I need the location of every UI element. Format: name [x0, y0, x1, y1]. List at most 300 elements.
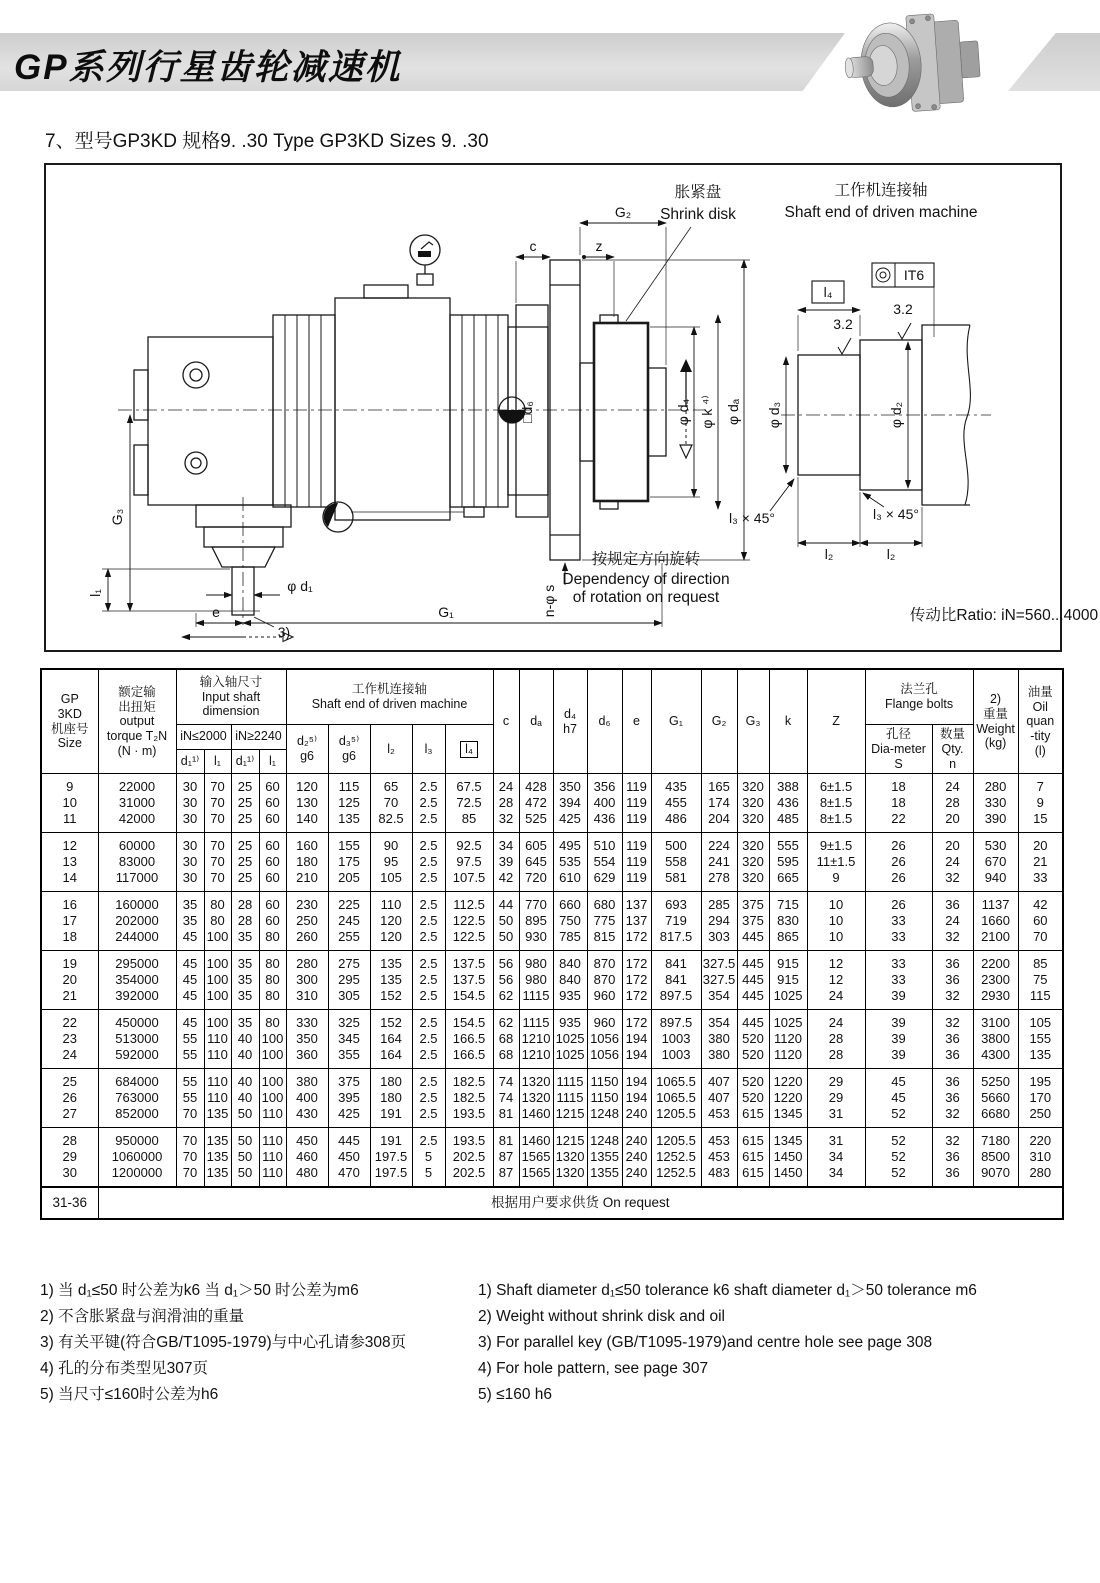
table-cell: 83000: [98, 854, 176, 870]
table-cell: 1320: [519, 1069, 553, 1091]
table-cell: 202.5: [445, 1149, 493, 1165]
col-header-weight: 2) 重量 Weight (kg): [973, 669, 1018, 774]
table-cell: 1056: [587, 1047, 622, 1069]
table-cell: 645: [519, 854, 553, 870]
table-cell: 33: [1018, 870, 1063, 892]
table-row: [41, 1165, 1063, 1187]
table-cell: 70: [204, 795, 231, 811]
table-cell: 70: [1018, 929, 1063, 951]
table-cell: 1137: [973, 892, 1018, 914]
dim-label-d6: □d₆: [519, 401, 535, 423]
shrink-disk-label-en: Shrink disk: [660, 206, 736, 223]
table-cell: 160000: [98, 892, 176, 914]
table-cell: 40: [231, 1031, 259, 1047]
table-cell: 117000: [98, 870, 176, 892]
table-cell: 60: [259, 892, 286, 914]
table-cell: 72.5: [445, 795, 493, 811]
table-cell: 407: [701, 1090, 737, 1106]
table-cell: 39: [865, 1010, 932, 1032]
table-cell: 55: [176, 1069, 204, 1091]
table-cell: 25: [231, 774, 259, 796]
table-cell: 915: [769, 951, 807, 973]
roughness-label-left: 3.2: [833, 316, 853, 332]
table-cell: 1025: [769, 988, 807, 1010]
table-cell: 2.5: [412, 1090, 445, 1106]
table-cell: 310: [286, 988, 328, 1010]
col-header-d1-low: d₁¹⁾: [176, 749, 204, 774]
table-cell: 10: [807, 929, 865, 951]
table-cell: 182.5: [445, 1090, 493, 1106]
table-cell: 275: [328, 951, 370, 973]
table-cell: 460: [286, 1149, 328, 1165]
table-cell: 87: [493, 1165, 519, 1187]
table-cell: 285: [701, 892, 737, 914]
table-cell: 495: [553, 833, 587, 855]
table-cell: 445: [737, 1010, 769, 1032]
table-cell: 380: [701, 1031, 737, 1047]
footnote-cn-4: 4) 孔的分布类型见307页: [40, 1360, 208, 1377]
table-cell: 24: [932, 913, 973, 929]
table-cell: 241: [701, 854, 737, 870]
table-cell: 22: [41, 1010, 98, 1032]
table-cell: 2.5: [412, 1106, 445, 1128]
table-cell: 2.5: [412, 892, 445, 914]
table-cell: 120: [370, 929, 412, 951]
table-cell: 28: [807, 1031, 865, 1047]
table-cell: 182.5: [445, 1069, 493, 1091]
table-cell: 1003: [651, 1031, 701, 1047]
table-cell: 295000: [98, 951, 176, 973]
table-cell: 115: [328, 774, 370, 796]
table-cell: 350: [286, 1031, 328, 1047]
table-cell: 70: [370, 795, 412, 811]
table-cell: 100: [204, 988, 231, 1010]
table-cell: 34: [807, 1149, 865, 1165]
table-cell: 119: [622, 870, 651, 892]
table-cell: 445: [737, 972, 769, 988]
table-cell: 615: [737, 1149, 769, 1165]
table-cell: 44: [493, 892, 519, 914]
table-cell: 435: [651, 774, 701, 796]
table-cell: 42: [1018, 892, 1063, 914]
table-cell: 355: [328, 1047, 370, 1069]
table-cell: 24: [807, 1010, 865, 1032]
table-cell: 26: [865, 833, 932, 855]
table-cell: 32: [932, 1010, 973, 1032]
col-header-g1: G₁: [651, 669, 701, 774]
table-cell: 80: [259, 929, 286, 951]
table-cell: 2.5: [412, 1031, 445, 1047]
table-cell: 33: [865, 972, 932, 988]
table-cell: 327.5: [701, 951, 737, 973]
table-cell: 35: [231, 988, 259, 1010]
table-cell: 172: [622, 988, 651, 1010]
table-cell: 60000: [98, 833, 176, 855]
table-cell: 12: [807, 951, 865, 973]
table-cell: 32: [493, 811, 519, 833]
table-cell: 750: [553, 913, 587, 929]
table-cell: 25: [231, 854, 259, 870]
table-cell: 33: [865, 929, 932, 951]
col-header-l1-high: l₁: [259, 749, 286, 774]
table-cell: 394: [553, 795, 587, 811]
table-cell: 320: [737, 833, 769, 855]
table-cell: 36: [932, 1090, 973, 1106]
table-cell: 895: [519, 913, 553, 929]
table-cell: 278: [701, 870, 737, 892]
table-cell: 119: [622, 854, 651, 870]
table-cell: 1252.5: [651, 1149, 701, 1165]
table-cell: 1355: [587, 1165, 622, 1187]
table-cell: 137.5: [445, 951, 493, 973]
table-cell: 70: [204, 833, 231, 855]
table-cell: 28: [41, 1128, 98, 1150]
table-cell: 935: [553, 1010, 587, 1032]
table-cell: 70: [204, 774, 231, 796]
table-cell: 1220: [769, 1069, 807, 1091]
col-header-l3: l₃: [412, 725, 445, 774]
table-cell: 100: [259, 1047, 286, 1069]
dim-label-g1: G₁: [438, 604, 454, 620]
table-cell: 2.5: [412, 811, 445, 833]
col-header-g3: G₃: [737, 669, 769, 774]
table-cell: 100: [204, 951, 231, 973]
table-cell: 1060000: [98, 1149, 176, 1165]
table-cell: 665: [769, 870, 807, 892]
table-cell: 56: [493, 951, 519, 973]
table-cell: 244000: [98, 929, 176, 951]
table-cell: 310: [1018, 1149, 1063, 1165]
table-cell: 160: [286, 833, 328, 855]
table-cell: 80: [204, 913, 231, 929]
table-cell: 90: [370, 833, 412, 855]
table-cell: 8±1.5: [807, 795, 865, 811]
footnote-cn-5: 5) 当尺寸≤160时公差为h6: [40, 1386, 219, 1403]
table-cell: 174: [701, 795, 737, 811]
shaft-end-title-en: Shaft end of driven machine: [784, 204, 978, 221]
table-cell: 525: [519, 811, 553, 833]
table-cell: 100: [204, 1010, 231, 1032]
table-row: [41, 1010, 1063, 1032]
table-row: [41, 833, 1063, 855]
table-cell: 354: [701, 988, 737, 1010]
table-row: [41, 929, 1063, 951]
table-cell: 715: [769, 892, 807, 914]
table-cell: 720: [519, 870, 553, 892]
table-cell: 172: [622, 951, 651, 973]
table-cell: 240: [622, 1106, 651, 1128]
table-cell: 830: [769, 913, 807, 929]
table-row: [41, 1149, 1063, 1165]
table-cell: 119: [622, 811, 651, 833]
header-banner-right: [1008, 33, 1100, 91]
table-cell: 558: [651, 854, 701, 870]
table-cell: 140: [286, 811, 328, 833]
table-cell: 97.5: [445, 854, 493, 870]
table-cell: 915: [769, 972, 807, 988]
col-header-e: e: [622, 669, 651, 774]
table-cell: 36: [932, 892, 973, 914]
table-cell: 50: [493, 913, 519, 929]
table-cell: 135: [370, 972, 412, 988]
footnote-cn-1: 1) 当 d₁≤50 时公差为k6 当 d₁＞50 时公差为m6: [40, 1282, 359, 1299]
table-cell: 80: [259, 972, 286, 988]
table-cell: 33: [865, 951, 932, 973]
table-cell: 1460: [519, 1106, 553, 1128]
table-cell: 9070: [973, 1165, 1018, 1187]
table-cell: 11: [41, 811, 98, 833]
table-cell: 1115: [519, 988, 553, 1010]
footnote-cn-2: 2) 不含胀紧盘与润滑油的重量: [40, 1308, 245, 1325]
table-cell: 32: [932, 988, 973, 1010]
table-cell: 2.5: [412, 951, 445, 973]
table-cell: 775: [587, 913, 622, 929]
dim-label-d2: φ d₂: [888, 401, 904, 429]
table-cell: 1025: [769, 1010, 807, 1032]
table-cell: 520: [737, 1069, 769, 1091]
table-cell: 28: [231, 892, 259, 914]
shrink-disk-label-cn: 胀紧盘: [674, 184, 722, 201]
table-cell: 450: [286, 1128, 328, 1150]
table-cell: 29: [807, 1090, 865, 1106]
table-cell: 250: [1018, 1106, 1063, 1128]
table-cell: 194: [622, 1069, 651, 1091]
table-cell: 36: [932, 1149, 973, 1165]
table-cell: 1460: [519, 1128, 553, 1150]
table-cell: 320: [737, 870, 769, 892]
footnote-en-2: 2) Weight without shrink disk and oil: [478, 1308, 725, 1325]
table-cell: 1320: [553, 1165, 587, 1187]
table-cell: 615: [737, 1165, 769, 1187]
table-cell: 137.5: [445, 972, 493, 988]
table-cell: 840: [553, 972, 587, 988]
col-header-d3: d₃⁵⁾ g6: [328, 725, 370, 774]
table-cell: 67.5: [445, 774, 493, 796]
table-cell: 36: [932, 1031, 973, 1047]
table-cell: 390: [973, 811, 1018, 833]
table-cell: 852000: [98, 1106, 176, 1128]
dim-label-g3: G₃: [109, 508, 125, 526]
table-cell: 595: [769, 854, 807, 870]
table-cell: 2.5: [412, 913, 445, 929]
table-cell: 100: [204, 972, 231, 988]
table-cell: 345: [328, 1031, 370, 1047]
drawing-geometry: [118, 227, 991, 637]
table-row: [41, 854, 1063, 870]
table-cell: 87: [493, 1149, 519, 1165]
table-cell: 510: [587, 833, 622, 855]
table-cell: 555: [769, 833, 807, 855]
table-cell: 354000: [98, 972, 176, 988]
table-cell: 45: [176, 929, 204, 951]
table-cell: 28: [807, 1047, 865, 1069]
table-cell: 1215: [553, 1128, 587, 1150]
table-cell: 1150: [587, 1090, 622, 1106]
table-cell: 220: [1018, 1128, 1063, 1150]
table-cell: 55: [176, 1047, 204, 1069]
table-cell: 205: [328, 870, 370, 892]
table-cell: 80: [259, 988, 286, 1010]
table-cell: 1210: [519, 1047, 553, 1069]
col-header-shaft-end: 工作机连接轴 Shaft end of driven machine: [286, 669, 493, 725]
table-cell: 34: [493, 833, 519, 855]
table-cell: 39: [865, 1047, 932, 1069]
table-cell: 100: [204, 929, 231, 951]
on-request-note: 根据用户要求供货 On request: [98, 1187, 1063, 1219]
table-cell: 11±1.5: [807, 854, 865, 870]
table-cell: 60: [259, 913, 286, 929]
table-cell: 40: [231, 1069, 259, 1091]
col-header-da: dₐ: [519, 669, 553, 774]
table-cell: 30: [176, 811, 204, 833]
table-cell: 1210: [519, 1031, 553, 1047]
table-cell: 100: [259, 1090, 286, 1106]
table-cell: 60: [259, 774, 286, 796]
table-cell: 119: [622, 774, 651, 796]
table-cell: 92.5: [445, 833, 493, 855]
rotation-note-cn: 按规定方向旋转: [591, 551, 701, 568]
rotation-note-en2: of rotation on request: [572, 589, 720, 606]
table-cell: 194: [622, 1047, 651, 1069]
table-cell: 240: [622, 1165, 651, 1187]
table-cell: 453: [701, 1106, 737, 1128]
table-cell: 436: [769, 795, 807, 811]
table-cell: 960: [587, 1010, 622, 1032]
dim-label-e: e: [212, 604, 220, 620]
table-cell: 530: [973, 833, 1018, 855]
table-cell: 1660: [973, 913, 1018, 929]
table-cell: 74: [493, 1090, 519, 1106]
table-cell: 2.5: [412, 972, 445, 988]
footnote-en-5: 5) ≤160 h6: [478, 1386, 553, 1403]
table-cell: 425: [553, 811, 587, 833]
table-cell: 380: [286, 1069, 328, 1091]
table-row-on-request: [41, 1187, 1063, 1219]
dim-label-l2-right: l₂: [886, 546, 896, 562]
dim-label-g2: G₂: [614, 204, 632, 220]
table-cell: 122.5: [445, 929, 493, 951]
table-cell: 18: [865, 795, 932, 811]
table-cell: 34: [807, 1165, 865, 1187]
table-cell: 2.5: [412, 988, 445, 1010]
gearbox-photo: [843, 6, 995, 120]
table-cell: 280: [973, 774, 1018, 796]
table-cell: 120: [286, 774, 328, 796]
table-cell: 3100: [973, 1010, 1018, 1032]
table-cell: 520: [737, 1031, 769, 1047]
table-cell: 39: [493, 854, 519, 870]
table-cell: 26: [865, 870, 932, 892]
table-cell: 70: [204, 870, 231, 892]
table-cell: 5: [412, 1149, 445, 1165]
table-cell: 6±1.5: [807, 774, 865, 796]
table-cell: 28: [932, 795, 973, 811]
table-cell: 9: [41, 774, 98, 796]
table-cell: 24: [807, 988, 865, 1010]
table-cell: 18: [41, 929, 98, 951]
table-row: [41, 1106, 1063, 1128]
table-cell: 8500: [973, 1149, 1018, 1165]
table-cell: 166.5: [445, 1031, 493, 1047]
table-cell: 2100: [973, 929, 1018, 951]
footnotes-en: [478, 1278, 1078, 1408]
col-header-in-high: iN≥2240: [231, 725, 286, 750]
table-cell: 320: [737, 774, 769, 796]
table-cell: 110: [204, 1090, 231, 1106]
table-cell: 407: [701, 1069, 737, 1091]
col-header-d1-high: d₁¹⁾: [231, 749, 259, 774]
table-cell: 15: [1018, 811, 1063, 833]
table-cell: 39: [865, 1031, 932, 1047]
table-cell: 354: [701, 1010, 737, 1032]
table-cell: 25: [231, 870, 259, 892]
table-cell: 45: [865, 1090, 932, 1106]
table-cell: 303: [701, 929, 737, 951]
table-cell: 684000: [98, 1069, 176, 1091]
table-cell: 230: [286, 892, 328, 914]
table-cell: 154.5: [445, 1010, 493, 1032]
table-cell: 45: [176, 972, 204, 988]
table-cell: 10: [807, 892, 865, 914]
table-cell: 2200: [973, 951, 1018, 973]
table-cell: 1345: [769, 1128, 807, 1150]
table-cell: 80: [259, 951, 286, 973]
table-cell: 30: [176, 774, 204, 796]
table-cell: 10: [807, 913, 865, 929]
table-cell: 55: [176, 1090, 204, 1106]
table-cell: 105: [370, 870, 412, 892]
table-cell: 29: [41, 1149, 98, 1165]
table-cell: 110: [259, 1165, 286, 1187]
spec-table: [40, 668, 1064, 1220]
table-cell: 42: [493, 870, 519, 892]
table-cell: 36: [932, 972, 973, 988]
table-cell: 4300: [973, 1047, 1018, 1069]
dim-label-l4: l₄: [823, 284, 833, 300]
table-cell: 52: [865, 1128, 932, 1150]
table-cell: 30: [176, 795, 204, 811]
table-cell: 2.5: [412, 929, 445, 951]
table-cell: 1215: [553, 1106, 587, 1128]
table-cell: 3800: [973, 1031, 1018, 1047]
table-cell: 250: [286, 913, 328, 929]
table-cell: 1248: [587, 1106, 622, 1128]
table-cell: 21: [41, 988, 98, 1010]
table-cell: 70: [204, 854, 231, 870]
table-cell: 120: [370, 913, 412, 929]
table-cell: 897.5: [651, 988, 701, 1010]
table-cell: 1115: [519, 1010, 553, 1032]
table-cell: 2300: [973, 972, 1018, 988]
table-cell: 5250: [973, 1069, 1018, 1091]
table-cell: 356: [587, 774, 622, 796]
table-cell: 450: [328, 1149, 370, 1165]
table-cell: 70: [176, 1165, 204, 1187]
dim-label-l3x45-right: l₃ × 45°: [873, 506, 919, 522]
l4-boxed-label: l₄: [460, 741, 478, 758]
table-cell: 81: [493, 1128, 519, 1150]
table-cell: 50: [231, 1149, 259, 1165]
table-body: [41, 774, 1063, 1220]
table-cell: 1220: [769, 1090, 807, 1106]
dim-label-l2-left: l₂: [824, 546, 834, 562]
table-cell: 194: [622, 1031, 651, 1047]
col-header-k: k: [769, 669, 807, 774]
table-cell: 202000: [98, 913, 176, 929]
table-cell: 172: [622, 1010, 651, 1032]
table-cell: 763000: [98, 1090, 176, 1106]
table-cell: 865: [769, 929, 807, 951]
